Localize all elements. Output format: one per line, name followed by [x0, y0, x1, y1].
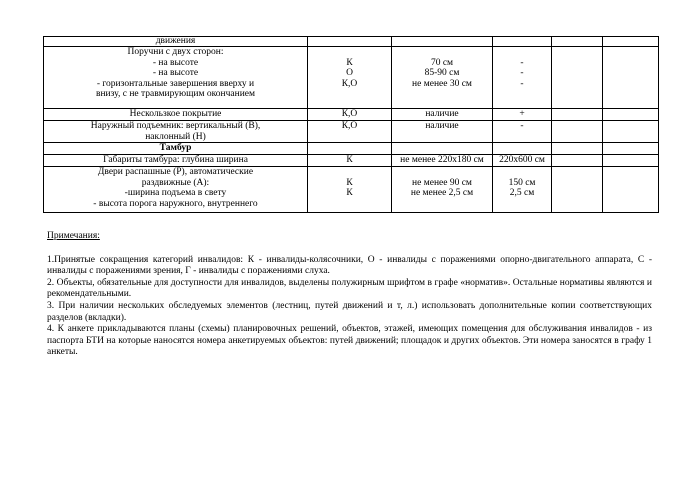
row-handrails-category: К О К,О — [308, 47, 392, 109]
survey-table — [43, 36, 659, 213]
row-vestibule-header: Тамбур — [44, 143, 308, 155]
row-doors-fact: 150 см 2,5 см — [493, 167, 552, 213]
row-nonslip-fact: + — [493, 109, 552, 121]
row-nonslip-desc: Нескользкое покрытие — [44, 109, 308, 121]
note-item: 4. К анкете прикладываются планы (схемы) планировочных решений, объектов, этажей, имеющих помещения для обслуживания инвалидов - из паспорта БТИ на которые наносятся номера анкетируемых объектов: путей движений; площадок и других объектов. Эти номера заносятся в графу 1 анкеты. — [47, 324, 652, 358]
table-row — [44, 155, 659, 167]
note-item: 3. При наличии нескольких обследуемых элементов (лестниц, путей движений и т, л.) использовать дополнительные копии соответствующих разделов (вкладки). — [47, 300, 652, 323]
row-vestibule-size-category: К — [308, 155, 392, 167]
table-row — [44, 109, 659, 121]
table-row — [44, 37, 659, 47]
note-item: 2. Объекты, обязательные для доступности для инвалидов, выделены полужирным шрифтом в графе «норматив». Остальные нормативы являются и рекомендательными. — [47, 277, 652, 300]
notes-section — [47, 231, 652, 359]
row-movement-desc: движения — [44, 37, 308, 47]
row-handrails-fact: - - - — [493, 47, 552, 109]
note-item: 1.Принятые сокращения категорий инвалидов: К - инвалиды-колясочники, О - инвалиды с поражениями опорно-двигательного аппарата, С - инвалиды с поражениями зрения, Г - инвалиды с поражениями слуха. — [47, 254, 652, 277]
table-row — [44, 167, 659, 213]
row-doors-desc: Двери распашные (Р), автоматические раздвижные (А): -ширина подъема в свету - высота порога наружного, внутреннего — [44, 167, 308, 213]
row-nonslip-category: К,О — [308, 109, 392, 121]
row-vestibule-size-desc: Габариты тамбура: глубина ширина — [44, 155, 308, 167]
row-nonslip-norm: наличие — [392, 109, 493, 121]
notes-title: Примечания: — [47, 231, 100, 241]
row-lift-category: К,О — [308, 121, 392, 143]
row-vestibule-size-norm: не менее 220х180 см — [392, 155, 493, 167]
row-doors-category: К К — [308, 167, 392, 213]
row-handrails-desc: Поручни с двух сторон: - на высоте - на высоте - горизонтальные завершения вверху и внизу, с не травмирующим окончанием — [44, 47, 308, 109]
table-row — [44, 121, 659, 143]
row-lift-desc: Наружный подъемник: вертикальный (В), наклонный (Н) — [44, 121, 308, 143]
row-lift-norm: наличие — [392, 121, 493, 143]
row-handrails-norm: 70 см 85-90 см не менее 30 см — [392, 47, 493, 109]
table-row — [44, 47, 659, 109]
row-vestibule-size-fact: 220х600 см — [493, 155, 552, 167]
row-lift-fact: - — [493, 121, 552, 143]
row-doors-norm: не менее 90 см не менее 2,5 см — [392, 167, 493, 213]
table-row — [44, 143, 659, 155]
